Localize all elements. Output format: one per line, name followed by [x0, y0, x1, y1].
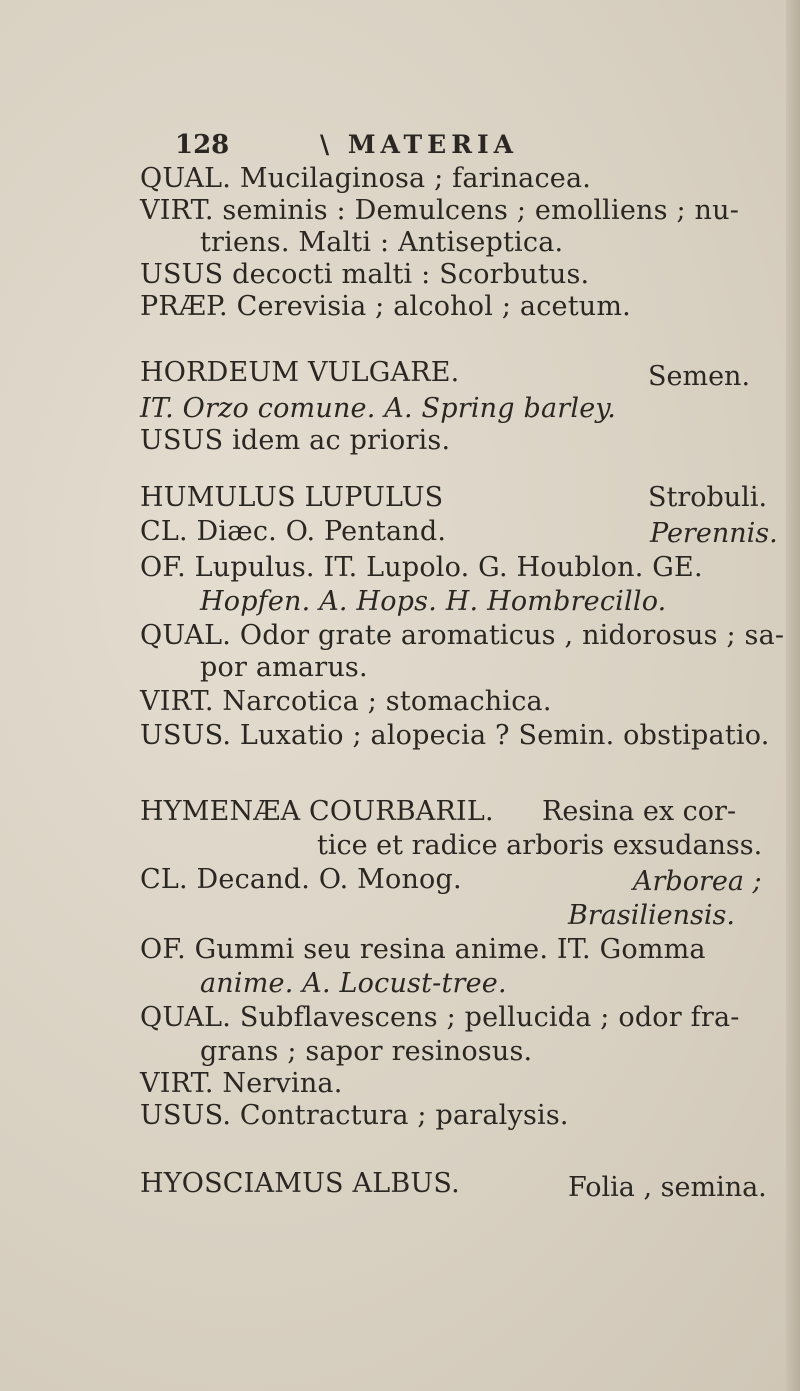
humulus-title: HUMULUS LUPULUS — [140, 482, 444, 513]
hymenaea-title: HYMENÆA COURBARIL. — [140, 796, 494, 827]
hordeum-it: IT. Orzo comune. A. Spring barley. — [140, 393, 617, 424]
malt-praep: PRÆP. Cerevisia ; alcohol ; acetum. — [140, 291, 631, 322]
malt-usus: USUS decocti malti : Scorbutus. — [140, 259, 590, 290]
humulus-of-line2: Hopfen. A. Hops. H. Hombrecillo. — [200, 586, 667, 617]
hordeum-part: Semen. — [648, 361, 751, 392]
hymenaea-of-line1: OF. Gummi seu resina anime. IT. Gomma — [140, 934, 706, 965]
hymenaea-qual-line2: grans ; sapor resinosus. — [200, 1036, 533, 1067]
hyoscyamus-title: HYOSCIAMUS ALBUS. — [140, 1168, 460, 1199]
hymenaea-qual-line1: QUAL. Subflavescens ; pellucida ; odor fra- — [140, 1002, 740, 1033]
humulus-usus: USUS. Luxatio ; alopecia ? Semin. obstipatio. — [140, 720, 770, 751]
humulus-virt: VIRT. Narcotica ; stomachica. — [140, 686, 552, 717]
running-title: \ MATERIA — [320, 130, 519, 159]
hymenaea-habit-line2: Brasiliensis. — [568, 900, 735, 931]
humulus-of-line1: OF. Lupulus. IT. Lupolo. G. Houblon. GE. — [140, 552, 703, 583]
hordeum-title: HORDEUM VULGARE. — [140, 357, 460, 388]
hymenaea-virt: VIRT. Nervina. — [140, 1068, 343, 1099]
hyoscyamus-part: Folia , semina. — [568, 1172, 767, 1203]
humulus-duration: Perennis. — [650, 518, 778, 549]
hymenaea-part-line2: tice et radice arboris exsudanss. — [317, 830, 763, 861]
hymenaea-habit-line1: Arborea ; — [633, 866, 762, 897]
humulus-qual-line2: por amarus. — [200, 652, 368, 683]
malt-qual: QUAL. Mucilaginosa ; farinacea. — [140, 163, 592, 194]
humulus-cl: CL. Diæc. O. Pentand. — [140, 516, 447, 547]
page-number: 128 — [175, 130, 230, 160]
hymenaea-cl: CL. Decand. O. Monog. — [140, 864, 462, 895]
humulus-part: Strobuli. — [648, 482, 768, 513]
hymenaea-part-line1: Resina ex cor- — [542, 796, 737, 827]
humulus-qual-line1: QUAL. Odor grate aromaticus , nidorosus ; sa- — [140, 620, 785, 651]
hymenaea-of-line2: anime. A. Locust-tree. — [200, 968, 507, 999]
hymenaea-usus: USUS. Contractura ; paralysis. — [140, 1100, 569, 1131]
page-edge — [786, 0, 800, 1391]
malt-virt-line1: VIRT. seminis : Demulcens ; emolliens ; nu- — [140, 195, 740, 226]
hordeum-usus: USUS idem ac prioris. — [140, 425, 451, 456]
malt-virt-line2: triens. Malti : Antiseptica. — [200, 227, 564, 258]
